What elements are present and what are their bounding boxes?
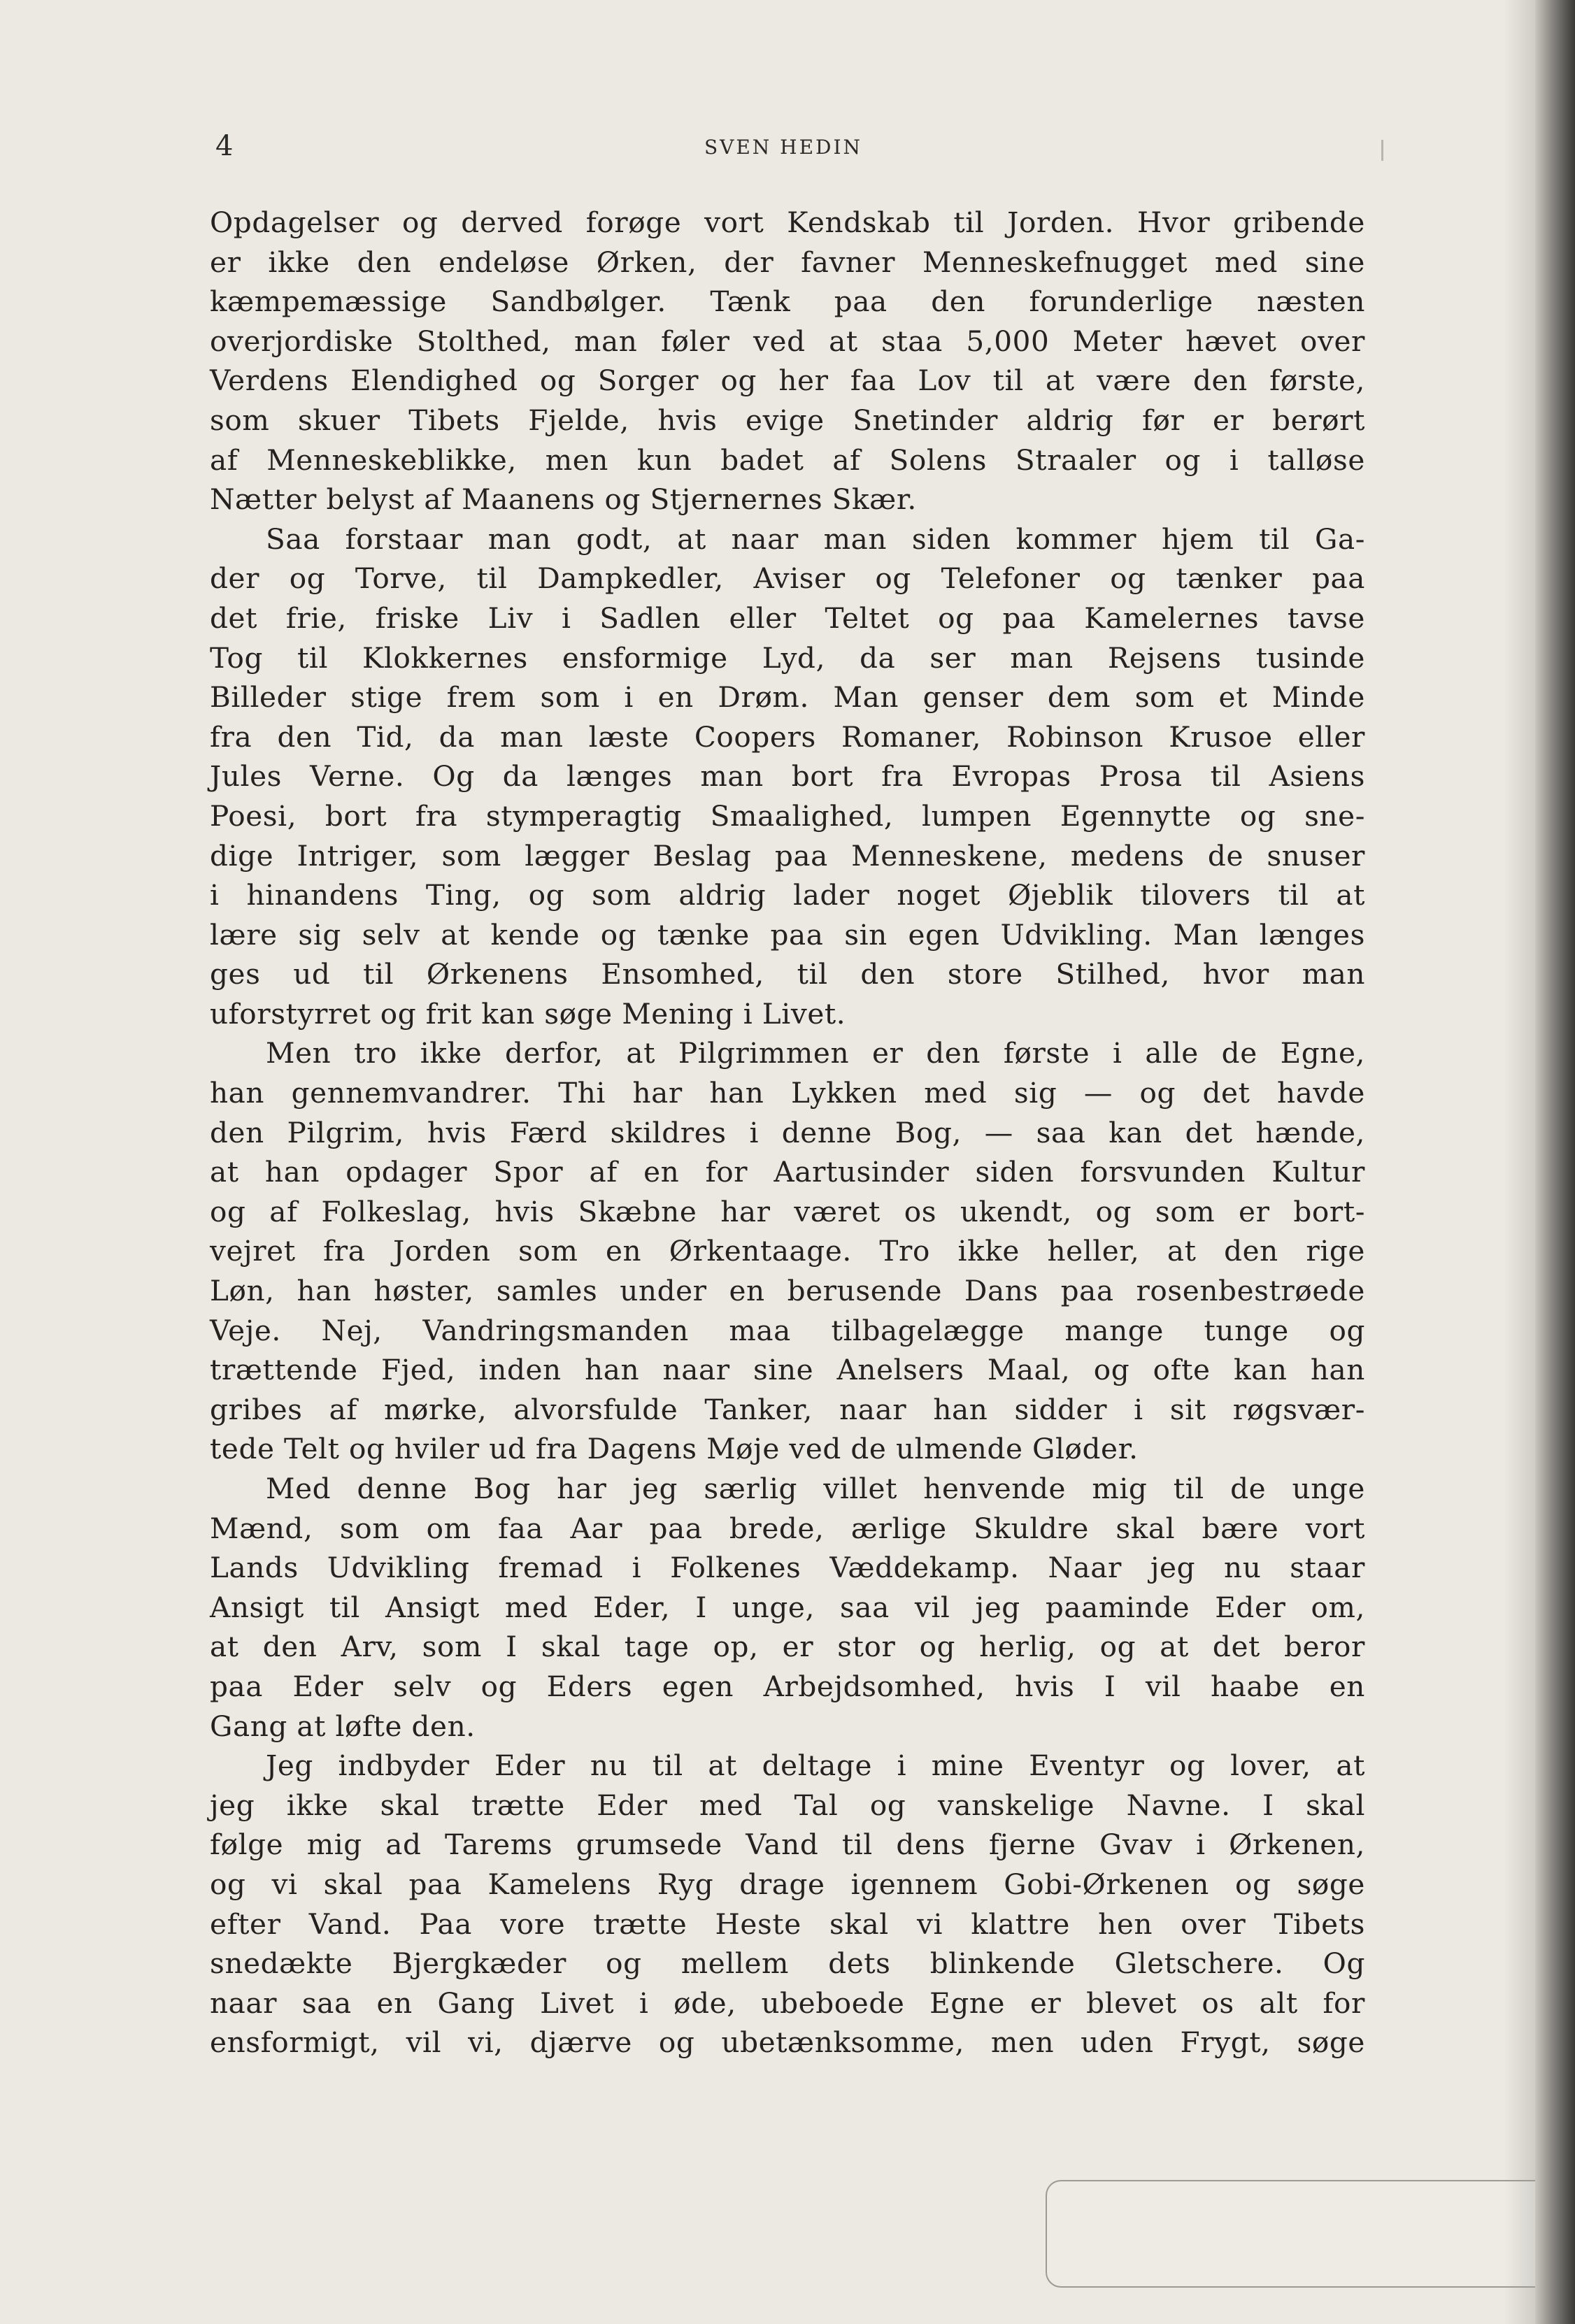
running-header [210,130,1357,172]
text-line: kæmpemæssige Sandbølger. Tænk paa den forunderlige næsten [210,285,1365,319]
text-line: overjordiske Stolthed, man føler ved at staa 5,000 Meter hævet over [210,324,1365,358]
text-line: og vi skal paa Kamelens Ryg drage igennem Gobi-Ørkenen og søge [210,1867,1365,1901]
text-line: Med denne Bog har jeg særlig villet henvende mig til de unge [266,1472,1365,1505]
text-line: Poesi, bort fra stymperagtig Smaalighed, lumpen Egennytte og sne- [210,798,1365,833]
page-edge [1535,0,1575,2324]
text-line: Opdagelser og derved forøge vort Kendskab til Jorden. Hvor gribende [210,206,1365,239]
text-line: paa Eder selv og Eders egen Arbejdsomhed, hvis I vil haabe en [210,1669,1365,1703]
text-line: Ansigt til Ansigt med Eder, I unge, saa vil jeg paaminde Eder om, [210,1590,1365,1624]
text-line: i hinandens Ting, og som aldrig lader noget Øjeblik tilovers til at [210,878,1365,912]
text-line: den Pilgrim, hvis Færd skildres i denne Bog, — saa kan det hænde, [210,1115,1365,1149]
text-line: Tog til Klokkernes ensformige Lyd, da ser man Rejsens tusinde [210,640,1365,675]
text-line: dige Intriger, som lægger Beslag paa Menneskene, medens de snuser [210,838,1365,873]
text-line: trættende Fjed, inden han naar sine Anelsers Maal, og ofte kan han [210,1353,1365,1387]
paragraph [210,1469,1365,1746]
text-line: at han opdager Spor af en for Aartusinder siden forsvunden Kultur [210,1155,1365,1189]
text-line: Nætter belyst af Maanens og Stjernernes Skær. [210,482,917,517]
paragraph [210,1746,1365,2063]
text-line: Men tro ikke derfor, at Pilgrimmen er den første i alle de Egne, [266,1036,1365,1070]
text-line: at den Arv, som I skal tage op, er stor og herlig, og at det beror [210,1630,1365,1664]
text-line: Billeder stige frem som i en Drøm. Man genser dem som et Minde [210,680,1365,715]
running-title: SVEN HEDIN [704,136,863,159]
text-line: Lands Udvikling fremad i Folkenes Væddekamp. Naar jeg nu staar [210,1551,1365,1585]
text-line: Veje. Nej, Vandringsmanden maa tilbagelægge mange tunge og [210,1313,1365,1347]
body-text [210,203,1365,2063]
text-line: uforstyrret og frit kan søge Mening i Livet. [210,996,846,1031]
text-line: ges ud til Ørkenens Ensomhed, til den store Stilhed, hvor man [210,957,1365,991]
text-line: Jeg indbyder Eder nu til at deltage i mine Eventyr og lover, at [266,1749,1365,1783]
paragraph [210,203,1365,519]
text-line: ensformigt, vil vi, djærve og ubetænksomme, men uden Frygt, søge [210,2025,1365,2060]
text-line: Gang at løfte den. [210,1709,476,1743]
text-line: der og Torve, til Dampkedler, Aviser og Telefoner og tænker paa [210,561,1365,596]
page-number: 4 [215,130,234,162]
text-line: han gennemvandrer. Thi har han Lykken med sig — og det havde [210,1076,1365,1110]
gutter-shadow [1504,0,1535,2324]
text-line: af Menneskeblikke, men kun badet af Solens Straaler og i talløse [210,443,1365,477]
text-line: snedækte Bjergkæder og mellem dets blinkende Gletschere. Og [210,1946,1365,1981]
margin-mark [1381,140,1383,161]
text-line: vejret fra Jorden som en Ørkentaage. Tro ikke heller, at den rige [210,1234,1365,1268]
label-box [1046,2180,1535,2288]
text-line: Mænd, som om faa Aar paa brede, ærlige Skuldre skal bære vort [210,1511,1365,1545]
text-line: Løn, han høster, samles under en berusende Dans paa rosenbestrøede [210,1274,1365,1308]
text-line: tede Telt og hviler ud fra Dagens Møje ved de ulmende Gløder. [210,1432,1139,1466]
text-line: og af Folkeslag, hvis Skæbne har været os ukendt, og som er bort- [210,1194,1365,1228]
text-line: fra den Tid, da man læste Coopers Romaner, Robinson Krusoe eller [210,719,1365,754]
text-line: lære sig selv at kende og tænke paa sin egen Udvikling. Man længes [210,917,1365,952]
text-line: følge mig ad Tarems grumsede Vand til dens fjerne Gvav i Ørkenen, [210,1828,1365,1862]
text-line: Verdens Elendighed og Sorger og her faa Lov til at være den første, [210,364,1365,398]
text-line: Jules Verne. Og da længes man bort fra Evropas Prosa til Asiens [210,759,1365,794]
paragraph [210,1033,1365,1469]
text-line: er ikke den endeløse Ørken, der favner Menneskefnugget med sine [210,245,1365,279]
paragraph [210,519,1365,1034]
text-line: jeg ikke skal trætte Eder med Tal og vanskelige Navne. I skal [210,1788,1365,1822]
text-line: som skuer Tibets Fjelde, hvis evige Snetinder aldrig før er berørt [210,403,1365,437]
text-line: det frie, friske Liv i Sadlen eller Teltet og paa Kamelernes tavse [210,601,1365,635]
text-line: Saa forstaar man godt, at naar man siden kommer hjem til Ga- [266,522,1365,556]
text-line: naar saa en Gang Livet i øde, ubeboede Egne er blevet os alt for [210,1986,1365,2020]
text-line: gribes af mørke, alvorsfulde Tanker, naar han sidder i sit røgsvær- [210,1392,1365,1426]
text-line: efter Vand. Paa vore trætte Heste skal vi klattre hen over Tibets [210,1907,1365,1941]
